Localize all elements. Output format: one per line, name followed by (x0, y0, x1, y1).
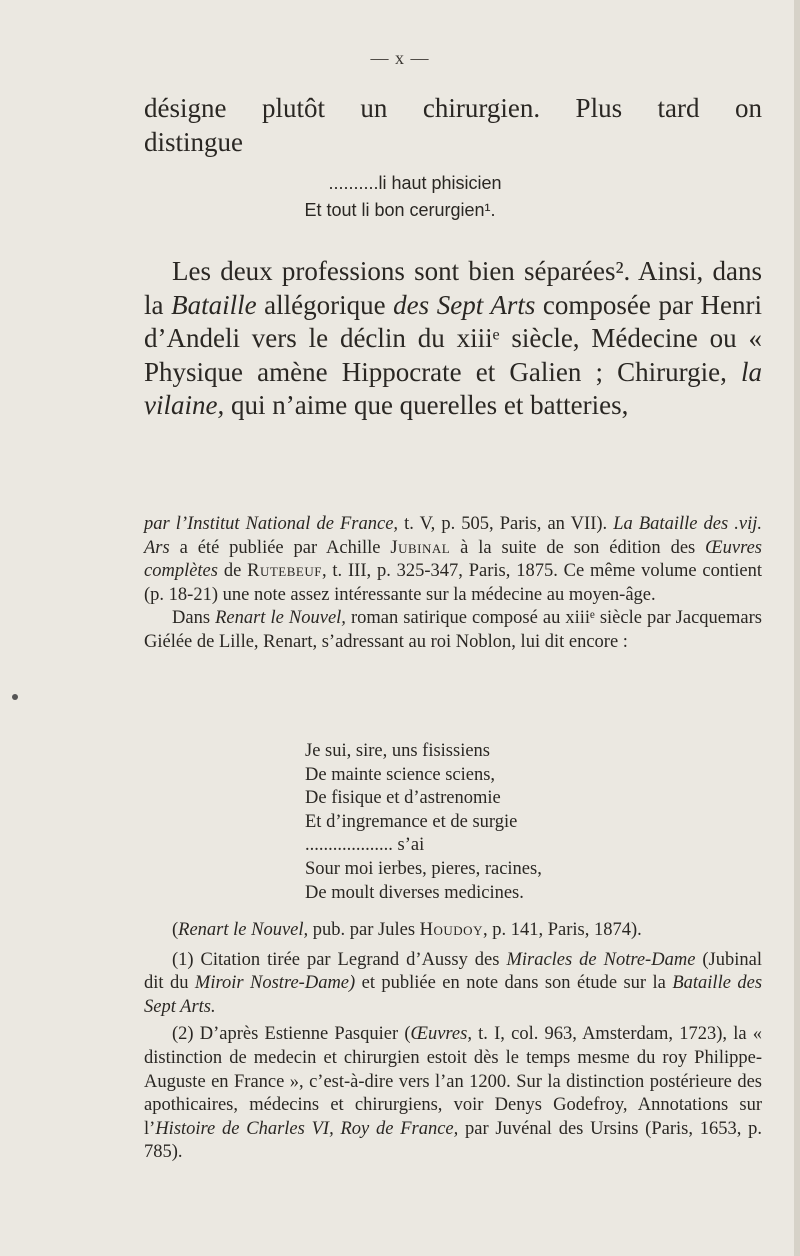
renart-verse (305, 740, 625, 905)
intro-line-2: distingue (144, 126, 243, 157)
verse-line: De fisique et d’astrenomie (305, 788, 501, 809)
footnotes-bottom (144, 919, 762, 1165)
footnote-2: (2) D’après Estienne Pasquier (Œuvres, t. I, col. 963, Amsterdam, 1723), la « distinction de medecin et chirurgien estoit dès le temps mesme du roy Philippe-Auguste en France », c’est-à-dire vers l’an 1200. Sur la distinction postérieure des apothicaires, médecins et chirurgiens, voir Denys Godefroy, Annotations sur l’Histoire de Charles VI, Roy de France, par Juvénal des Ursins (Paris, 1653, p. 785). (144, 1024, 762, 1163)
verse-line: Je sui, sire, uns fisissiens (305, 741, 490, 761)
footnote-continuation: par l’Institut National de France, t. V, p. 505, Paris, an VII). La Bataille des .vij. Ars a été publiée par Achille Jubinal à la suite de son édition des Œuvres complètes de Rutebeuf, t. III, p. 325-347, Paris, 1875. Ce même volume contient (p. 18-21) une note assez intéressante sur la médecine au moyen-âge. (144, 514, 763, 605)
verse-line: Et tout li bon cerurgien¹. (304, 200, 496, 220)
margin-mark (12, 694, 18, 700)
verse-line: ..........li haut phisicien (328, 173, 502, 193)
verse-line: De moult diverses medicines. (305, 882, 524, 903)
professions-text: Les deux professions sont bien séparées². Ainsi, dans la Bataille allégorique des Sept Arts composée par Henri d’Andeli vers le déclin du xiiiᵉ siècle, Médecine ou « Physique amène Hippocrate et Galien ; Chirurgie, la vilaine, qui n’aime que querelles et batteries, (144, 256, 762, 420)
verse-line: ................... s’ai (305, 835, 425, 856)
page-number: — x — (370, 48, 430, 68)
footnotes-top (144, 513, 762, 655)
footnote-renart: Dans Renart le Nouvel, roman satirique composé au xiiiᵉ siècle par Jacquemars Giélée de Lille, Renart, s’adressant au roi Noblon, lui dit encore : (144, 608, 762, 652)
verse-line: Et d’ingremance et de surgie (305, 811, 518, 832)
footnote-renart-ref: (Renart le Nouvel, pub. par Jules Houdoy, p. 141, Paris, 1874). (172, 920, 642, 940)
verse-line: De mainte science sciens, (305, 764, 496, 785)
paragraph-intro (144, 92, 762, 159)
quoted-verse-1 (0, 170, 800, 224)
footnote-1: (1) Citation tirée par Legrand d’Aussy des Miracles de Notre-Dame (Jubinal dit du Miroir Nostre-Dame) et publiée en note dans son étude sur la Bataille des Sept Arts. (144, 949, 763, 1017)
intro-line-1: désigne plutôt un chirurgien. Plus tard on (144, 93, 762, 123)
verse-line: Sour moi ierbes, pieres, racines, (305, 858, 542, 879)
paragraph-professions (144, 255, 762, 423)
